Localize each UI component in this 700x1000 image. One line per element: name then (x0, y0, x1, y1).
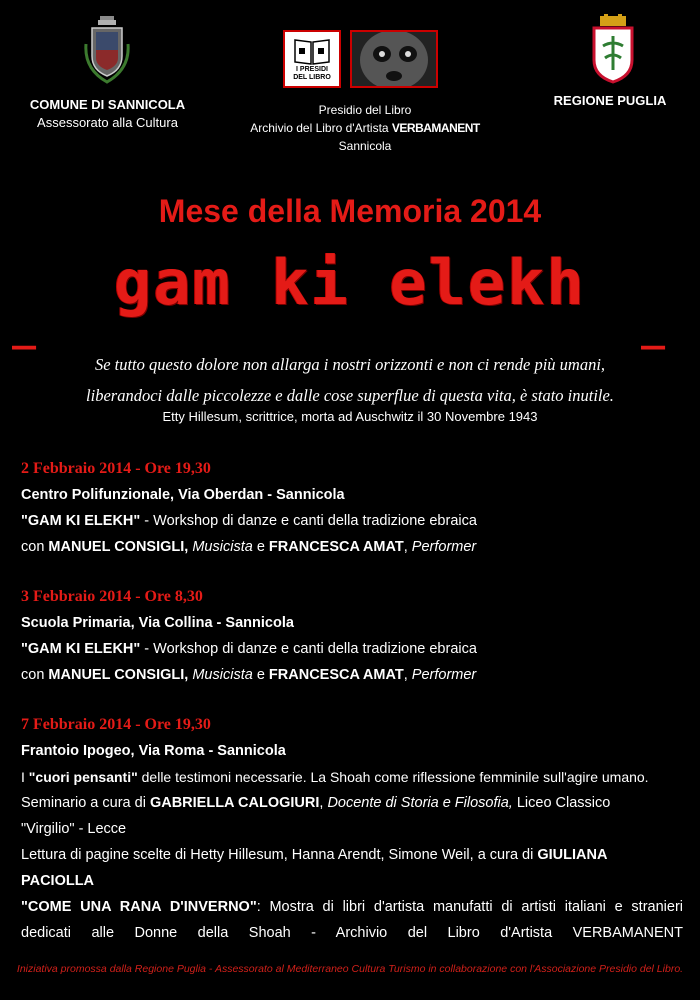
presidio-label: Presidio del Libro (318, 103, 412, 117)
performer-2: FRANCESCA AMAT (268, 539, 404, 555)
cuori-pensanti-line (21, 764, 683, 790)
quote-line-1: Se tutto questo dolore non allarga i nostri orizzonti e non ci rende più umani, (94, 355, 606, 374)
paciolla-line (21, 868, 683, 894)
performer-2-role: Performer (411, 539, 477, 555)
performer-1-role: Musicista (188, 539, 253, 555)
seminario-line (21, 790, 683, 816)
header-middle (215, 101, 515, 155)
workshop-title: "GAM KI ELEKH" (21, 513, 141, 529)
dedicati-line: dedicati alle Donne della Shoah - Archivio del Libro d'Artista VERBAMANENT (21, 925, 683, 941)
town-label: Sannicola (338, 139, 392, 153)
header-left (0, 96, 215, 132)
event-description (21, 508, 681, 534)
decorative-dash-right: _ (641, 304, 666, 350)
logo-text-1: I PRESIDI (296, 66, 328, 73)
lettura-line (21, 842, 683, 868)
face-icon (352, 32, 436, 86)
virgilio-line: "Virgilio" - Lecce (21, 821, 127, 837)
gam-ki-elekh-title: gam ki elekh (114, 246, 586, 319)
event-2 (21, 586, 681, 688)
with-text: con (21, 539, 49, 555)
archivio-text: Archivio del Libro d'Artista (250, 121, 392, 135)
text: Lettura di pagine scelte di Hetty Hillesum, Hanna Arendt, Simone Weil, a cura di (21, 847, 538, 863)
event-1 (21, 458, 681, 560)
verbamanent-wordmark: VERBAMANENT (391, 121, 480, 135)
comma: , (184, 667, 189, 683)
workshop-title: "GAM KI ELEKH" (21, 641, 141, 657)
text: : Mostra di libri d'artista manufatti di artisti italiani e stranieri (256, 899, 683, 915)
text: Liceo Classico (512, 795, 611, 811)
performer-1: MANUEL CONSIGLI (48, 539, 185, 555)
event-place (21, 482, 681, 508)
event-place (21, 610, 681, 636)
sannicola-crest-icon (82, 14, 132, 84)
and-text: e (252, 667, 269, 683)
place-text: Frantoio Ipogeo, Via Roma - Sannicola (21, 743, 286, 759)
assessorato-label: Assessorato alla Cultura (37, 115, 178, 130)
text: , (319, 795, 328, 811)
comune-name: COMUNE DI SANNICOLA (29, 97, 186, 112)
comma: , (403, 667, 412, 683)
reader-first-name: GIULIANA (537, 847, 608, 863)
text: Seminario a cura di (21, 795, 150, 811)
event-title: Mese della Memoria 2014 (158, 193, 542, 229)
presidi-del-libro-logo (283, 30, 341, 88)
speaker-role: Docente di Storia e Filosofia, (327, 795, 513, 811)
regione-puglia-label: REGIONE PUGLIA (553, 93, 667, 108)
event-3 (21, 714, 683, 946)
performer-1-role: Musicista (188, 667, 253, 683)
performer-2: FRANCESCA AMAT (268, 667, 404, 683)
regione-puglia-crest-icon (590, 14, 636, 84)
quote-line-2: liberandoci dalle piccolezze e dalle cose superflue di questa vita, è stato inutile. (86, 386, 614, 405)
performer-2-role: Performer (411, 667, 477, 683)
text: delle testimoni necessarie. La Shoah come riflessione femminile sull'agire umano. (137, 769, 649, 785)
event-performers (21, 534, 681, 560)
place-text: Centro Polifunzionale, Via Oberdan - Sannicola (21, 487, 345, 503)
event-description (21, 636, 681, 662)
quote (0, 349, 700, 411)
event-date: 2 Febbraio 2014 - Ore 19,30 (21, 460, 211, 477)
book-icon (285, 36, 339, 66)
workshop-desc: - Workshop di danze e canti della tradizione ebraica (140, 513, 477, 529)
event-place (21, 738, 683, 764)
face-artwork-image (350, 30, 438, 88)
archivio-label (215, 119, 515, 137)
performer-1: MANUEL CONSIGLI (48, 667, 185, 683)
with-text: con (21, 667, 49, 683)
and-text: e (252, 539, 269, 555)
cuori-pensanti: "cuori pensanti" (28, 769, 138, 785)
event-date: 7 Febbraio 2014 - Ore 19,30 (21, 716, 211, 733)
logo-text-2: DEL LIBRO (293, 74, 331, 81)
exhibition-title: "COME UNA RANA D'INVERNO" (21, 899, 257, 915)
text: I (21, 769, 29, 785)
workshop-desc: - Workshop di danze e canti della tradizione ebraica (140, 641, 477, 657)
comma: , (184, 539, 189, 555)
event-date: 3 Febbraio 2014 - Ore 8,30 (21, 588, 203, 605)
quote-author: Etty Hillesum, scrittrice, morta ad Auschwitz il 30 Novembre 1943 (162, 409, 538, 424)
place-text: Scuola Primaria, Via Collina - Sannicola (21, 615, 294, 631)
footer-credit: Iniziativa promossa dalla Regione Puglia - Assessorato al Mediterraneo Cultura Turismo in collaborazione con l'Associazione Presidio del Libro. (16, 963, 684, 975)
comma: , (403, 539, 412, 555)
event-performers (21, 662, 681, 688)
decorative-dash-left: _ (12, 304, 37, 350)
reader-last-name: PACIOLLA (21, 873, 95, 889)
speaker-name: GABRIELLA CALOGIURI (149, 795, 320, 811)
mostra-line (21, 894, 683, 920)
